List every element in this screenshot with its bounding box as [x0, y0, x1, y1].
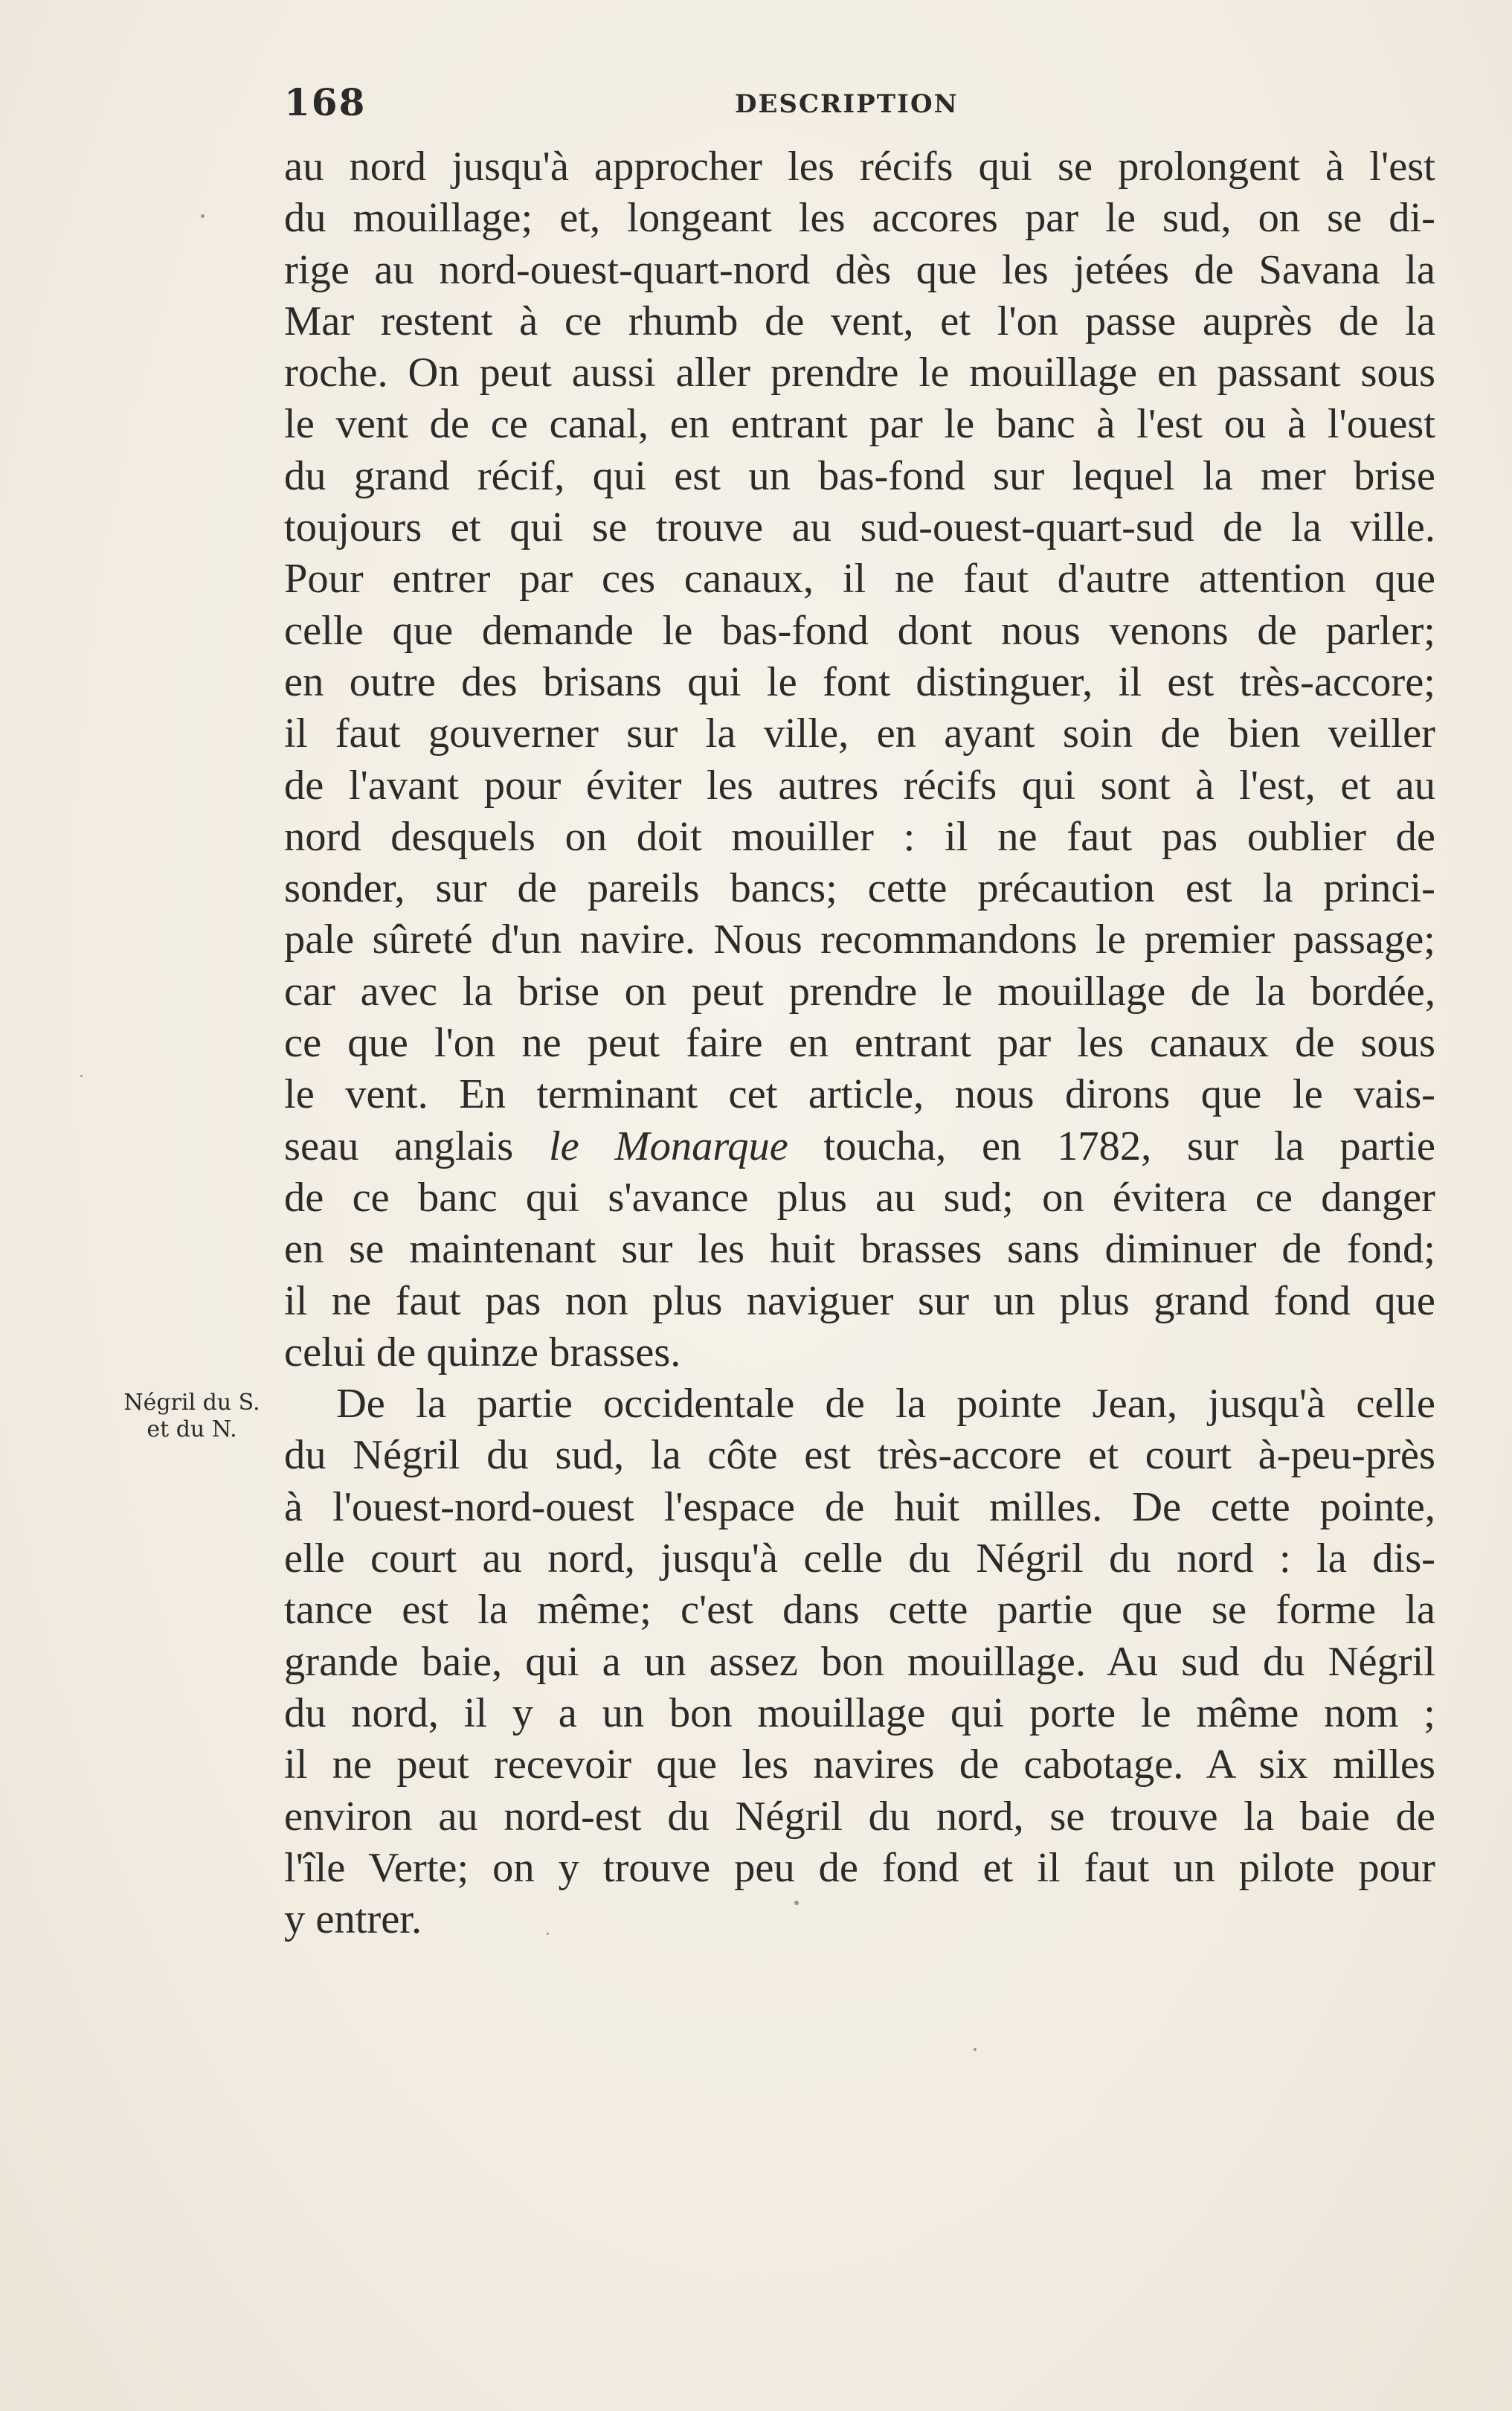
- text-line: rige au nord-ouest-quart-nord dès que les jetées de Savana la: [284, 246, 1435, 293]
- text-line: en se maintenant sur les huit brasses sans diminuer de fond;: [284, 1226, 1435, 1273]
- paper-speck: [547, 1933, 549, 1935]
- text-line: car avec la brise on peut prendre le mouillage de la bordée,: [284, 968, 1435, 1015]
- text-line: environ au nord-est du Négril du nord, se trouve la baie de: [284, 1793, 1435, 1840]
- text-line: sonder, sur de pareils bancs; cette précaution est la princi-: [284, 865, 1435, 912]
- page-header: [284, 80, 1435, 132]
- text-line: nord desquels on doit mouiller : il ne faut pas oublier de: [284, 813, 1435, 860]
- paper-speck: [80, 1075, 83, 1077]
- text-line: ce que l'on ne peut faire en entrant par les canaux de sous: [284, 1020, 1435, 1067]
- text-line: le vent. En terminant cet article, nous dirons que le vais-: [284, 1071, 1435, 1118]
- text-line: il ne peut recevoir que les navires de cabotage. A six milles: [284, 1741, 1435, 1788]
- text-line: à l'ouest-nord-ouest l'espace de huit milles. De cette pointe,: [284, 1483, 1435, 1530]
- text-line: toujours et qui se trouve au sud-ouest-quart-sud de la ville.: [284, 504, 1435, 551]
- paper-speck: [201, 214, 205, 218]
- text-fragment: toucha, en 1782, sur la partie: [788, 1123, 1436, 1169]
- text-line: du mouillage; et, longeant les accores par le sud, on se di-: [284, 195, 1435, 242]
- text-line: Pour entrer par ces canaux, il ne faut d'autre attention que: [284, 556, 1435, 603]
- text-line: au nord jusqu'à approcher les récifs qui se prolongent à l'est: [284, 144, 1435, 190]
- text-line: du Négril du sud, la côte est très-accore et court à-peu-près: [284, 1432, 1435, 1479]
- text-fragment: seau anglais: [284, 1123, 549, 1169]
- paper-speck: [974, 2048, 977, 2051]
- paragraph-first-line: De la partie occidentale de la pointe Jean, jusqu'à celle: [336, 1381, 1435, 1428]
- paper-speck: [794, 1901, 799, 1905]
- margin-note-line: et du N.: [147, 1416, 237, 1442]
- margin-note: [103, 1390, 281, 1443]
- text-line: Mar restent à ce rhumb de vent, et l'on passe auprès de la: [284, 298, 1435, 344]
- ship-name: le Monarque: [548, 1123, 788, 1169]
- text-line: celui de quinze brasses.: [284, 1329, 681, 1375]
- text-line: celle que demande le bas-fond dont nous venons de parler;: [284, 607, 1435, 654]
- text-line: pale sûreté d'un navire. Nous recommandons le premier passage;: [284, 916, 1435, 963]
- text-line: y entrer.: [284, 1896, 422, 1943]
- text-line: grande baie, qui a un assez bon mouillage. Au sud du Négril: [284, 1638, 1435, 1685]
- text-line: de ce banc qui s'avance plus au sud; on évitera ce danger: [284, 1174, 1435, 1221]
- text-line: de l'avant pour éviter les autres récifs qui sont à l'est, et au: [284, 762, 1435, 809]
- text-line: du grand récif, qui est un bas-fond sur lequel la mer brise: [284, 452, 1435, 499]
- text-line: l'île Verte; on y trouve peu de fond et il faut un pilote pour: [284, 1844, 1435, 1891]
- text-line: roche. On peut aussi aller prendre le mouillage en passant sous: [284, 350, 1435, 397]
- text-line-with-italic: [284, 1121, 1435, 1172]
- text-line: elle court au nord, jusqu'à celle du Négril du nord : la dis-: [284, 1535, 1435, 1582]
- running-head: DESCRIPTION: [735, 89, 959, 119]
- text-line: du nord, il y a un bon mouillage qui porte le même nom ;: [284, 1689, 1435, 1736]
- text-line: tance est la même; c'est dans cette partie que se forme la: [284, 1587, 1435, 1634]
- text-line: il ne faut pas non plus naviguer sur un plus grand fond que: [284, 1277, 1435, 1324]
- body-text: [284, 141, 1435, 1945]
- text-line: le vent de ce canal, en entrant par le banc à l'est ou à l'ouest: [284, 401, 1435, 448]
- margin-note-line: Négril du S.: [123, 1390, 260, 1416]
- page-number: 168: [284, 80, 367, 124]
- text-line: en outre des brisans qui le font distinguer, il est très-accore;: [284, 658, 1435, 705]
- text-line: il faut gouverner sur la ville, en ayant soin de bien veiller: [284, 710, 1435, 757]
